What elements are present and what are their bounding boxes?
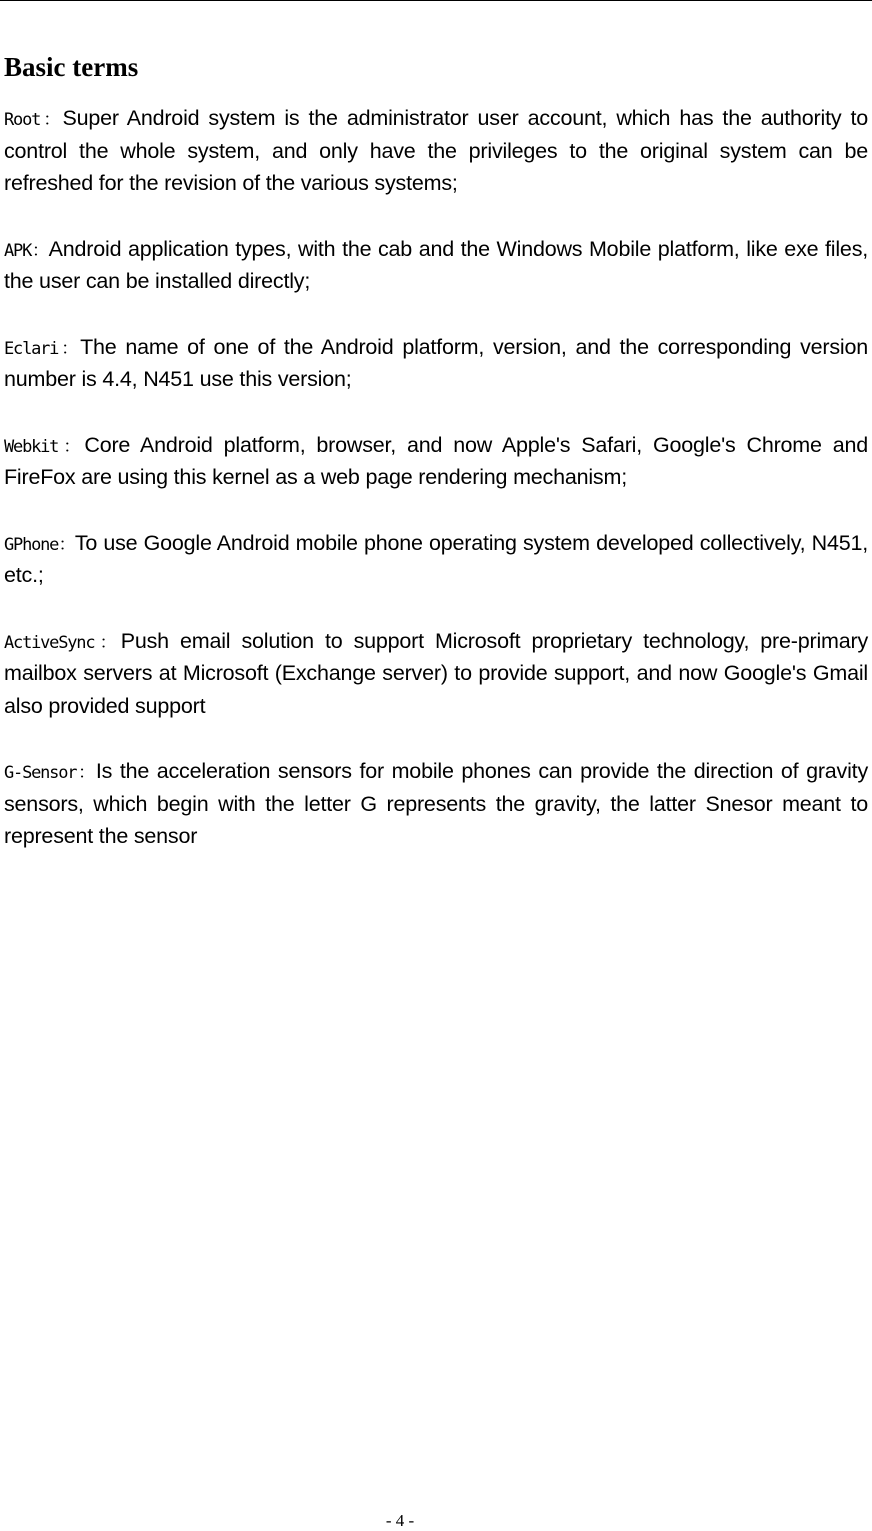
term-definition: Push email solution to support Microsoft proprietary technology, pre-primary mailbox servers at Microsoft (Exchange server) to provide support, and now Google's Gmail also provided support [4, 628, 869, 718]
term-root [4, 102, 868, 200]
term-g-sensor [4, 755, 868, 853]
term-webkit [4, 429, 868, 494]
header-rule [0, 0, 872, 1]
term-definition: To use Google Android mobile phone operating system developed collectively, N451, etc.; [4, 530, 869, 587]
term-gphone [4, 527, 868, 592]
term-definition: Super Android system is the administrator user account, which has the authority to control the whole system, and only have the privileges to the original system can be refreshed for the revision of the various systems; [4, 106, 868, 195]
term-eclari [4, 331, 868, 396]
term-label: APK： [4, 240, 49, 261]
section-title: Basic terms [4, 52, 139, 82]
term-label: Eclari： [4, 338, 81, 359]
term-label: GPhone： [4, 534, 75, 555]
term-label: G-Sensor： [4, 763, 96, 783]
page-number: - 4 - [385, 1511, 415, 1530]
term-definition: Core Android platform, browser, and now Apple's Safari, Google's Chrome and FireFox are using this kernel as a web page rendering mechanism; [4, 432, 869, 489]
term-activesync [4, 625, 868, 723]
term-label: ActiveSync： [4, 632, 121, 653]
term-apk [4, 233, 868, 298]
term-definition: Is the acceleration sensors for mobile phones can provide the direction of gravity sensors, which begin with the letter G represents the gravity, the latter Snesor meant to represent the sensor [4, 759, 868, 848]
term-definition: The name of one of the Android platform, version, and the corresponding version number is 4.4, N451 use this version; [4, 334, 869, 391]
terms-list [4, 102, 868, 886]
term-definition: Android application types, with the cab and the Windows Mobile platform, like exe files, the user can be installed directly; [4, 236, 869, 293]
term-label: Webkit： [4, 436, 85, 457]
term-label: Root： [4, 110, 63, 130]
